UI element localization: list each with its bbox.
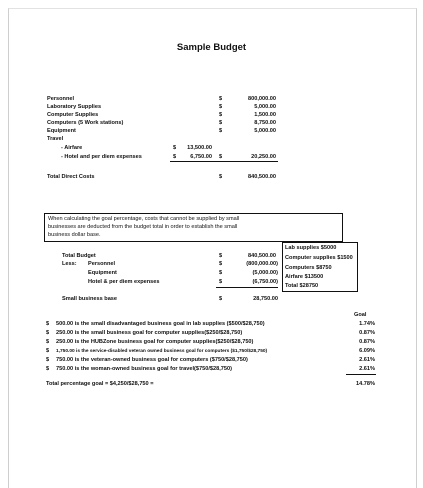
dollar-sign: $ <box>173 145 177 151</box>
row-amount: 840,500.00 <box>248 174 276 180</box>
dollar-sign: $ <box>46 321 50 327</box>
goal-percent: 2.61% <box>359 357 375 363</box>
row-sub-amount: 6,750.00 <box>190 154 212 160</box>
row-label: Hotel & per diem expenses <box>88 279 160 285</box>
goal-text: 500.00 is the small disadvantaged business goal in lab supplies ($500/$28,750) <box>56 321 265 327</box>
subtotal-underline <box>216 287 278 288</box>
supplies-line: Lab supplies $5000 <box>285 245 337 251</box>
goal-percent: 6.09% <box>359 348 375 354</box>
row-label: - Hotel and per diem expenses <box>61 154 142 160</box>
note-line: business dollar base. <box>48 232 101 238</box>
row-amount: 1,500.00 <box>254 112 276 118</box>
subtotal-underline <box>170 161 278 162</box>
dollar-sign: $ <box>219 128 223 134</box>
dollar-sign: $ <box>219 104 223 110</box>
note-line: When calculating the goal percentage, costs that cannot be supplied by small <box>48 216 240 222</box>
row-amount: 800,000.00 <box>248 96 276 102</box>
row-label: Laboratory Supplies <box>47 104 102 110</box>
row-label: Small business base <box>62 296 118 302</box>
travel-label: Travel <box>47 136 64 142</box>
note-box <box>44 213 343 242</box>
row-label: Personnel <box>88 261 116 267</box>
row-amount: (6,750.00) <box>252 279 278 285</box>
dollar-sign: $ <box>46 348 50 354</box>
goal-percent: 2.61% <box>359 366 375 372</box>
row-amount: 28,750.00 <box>253 296 278 302</box>
dollar-sign: $ <box>219 253 223 259</box>
dollar-sign: $ <box>219 174 223 180</box>
row-label: Computers (5 Work stations) <box>47 120 124 126</box>
supplies-line: Computers $8750 <box>285 265 332 271</box>
goal-percent: 1.74% <box>359 321 375 327</box>
row-amount: (5,000.00) <box>252 270 278 276</box>
page-title: Sample Budget <box>176 42 247 53</box>
goal-header: Goal <box>354 312 367 318</box>
supplies-line: Computer supplies $1500 <box>285 255 353 261</box>
dollar-sign: $ <box>173 154 177 160</box>
goal-text: 750.00 is the veteran-owned business goal for computers ($750/$28,750) <box>56 357 248 363</box>
goal-total-percent: 14.78% <box>356 381 375 387</box>
row-label: Total Direct Costs <box>47 174 95 180</box>
dollar-sign: $ <box>219 296 223 302</box>
supplies-line: Airfare $13500 <box>285 274 324 280</box>
dollar-sign: $ <box>219 112 223 118</box>
goal-text: 750.00 is the woman-owned business goal for travel($750/$28,750) <box>56 366 232 372</box>
dollar-sign: $ <box>219 270 223 276</box>
row-amount: 8,750.00 <box>254 120 276 126</box>
row-label: - Airfare <box>61 145 83 151</box>
goal-percent: 0.87% <box>359 330 375 336</box>
row-amount: 5,000.00 <box>254 104 276 110</box>
row-amount: 5,000.00 <box>254 128 276 134</box>
row-amount: (800,000.00) <box>246 261 278 267</box>
goal-total-text: Total percentage goal = $4,250/$28,750 = <box>46 381 154 387</box>
goal-underline <box>346 374 376 375</box>
row-label: Equipment <box>47 128 76 134</box>
row-label: Computer Supplies <box>47 112 99 118</box>
dollar-sign: $ <box>46 366 50 372</box>
goal-text: 1,750.00 is the service-disabled veteran owned business goal for computers ($1,750/$28,750) <box>56 349 268 354</box>
row-label: Equipment <box>88 270 117 276</box>
dollar-sign: $ <box>46 339 50 345</box>
dollar-sign: $ <box>219 120 223 126</box>
row-label: Personnel <box>47 96 75 102</box>
dollar-sign: $ <box>219 154 223 160</box>
dollar-sign: $ <box>46 330 50 336</box>
row-amount: 20,250.00 <box>251 154 276 160</box>
row-label: Total Budget <box>62 253 96 259</box>
supplies-box <box>282 242 358 292</box>
dollar-sign: $ <box>46 357 50 363</box>
less-label: Less: <box>62 261 77 267</box>
row-sub-amount: 13,500.00 <box>187 145 212 151</box>
dollar-sign: $ <box>219 279 223 285</box>
goal-percent: 0.87% <box>359 339 375 345</box>
dollar-sign: $ <box>219 96 223 102</box>
supplies-line: Total $28750 <box>285 283 319 289</box>
goal-text: 250.00 is the HUBZone business goal for computer supplies($250/$28,750) <box>56 339 254 345</box>
note-line: businesses are deducted from the budget total in order to establish the small <box>48 224 238 230</box>
goal-text: 250.00 is the small business goal for computer supplies($250/$28,750) <box>56 330 243 336</box>
dollar-sign: $ <box>219 261 223 267</box>
row-amount: 840,500.00 <box>248 253 276 259</box>
